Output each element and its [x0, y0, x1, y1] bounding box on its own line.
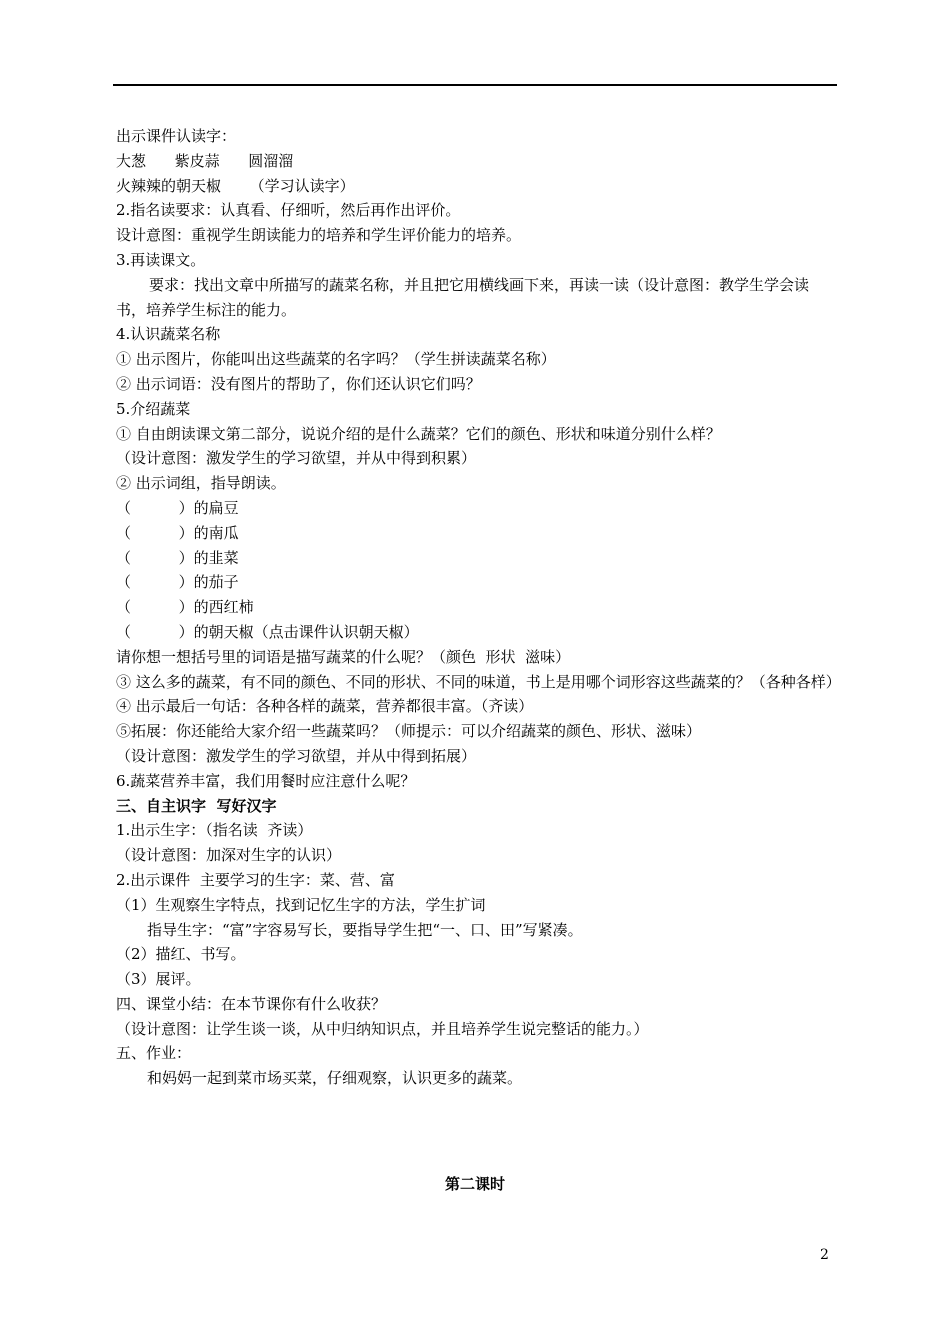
text-line: 出示课件认读字： — [116, 127, 237, 145]
text-line: （ ）的朝天椒（点击课件认识朝天椒） — [116, 622, 419, 641]
text-line: （ ）的西红柿 — [116, 598, 254, 617]
text-line: 5.介绍蔬菜 — [116, 399, 191, 418]
text-line: 6.蔬菜营养丰富，我们用餐时应注意什么呢？ — [116, 771, 416, 790]
text-line: ② 出示词语：没有图片的帮助了，你们还认识它们吗？ — [116, 374, 481, 393]
text-line: （3）展评。 — [116, 970, 201, 989]
text-line: ① 出示图片，你能叫出这些蔬菜的名字吗？（学生拼读蔬菜名称） — [116, 350, 556, 369]
text-paragraph: ③ 这么多的蔬菜，有不同的颜色、不同的形状、不同的味道，书上是用哪个词形容这些蔬菜的？（各种各样） — [116, 672, 841, 691]
section-heading: 四、课堂小结：在本节课你有什么收获？ — [116, 994, 387, 1013]
text-line: 请你想一想括号里的词语是描写蔬菜的什么呢？（颜色 形状 滋味） — [116, 647, 571, 666]
text-line: ⑤拓展：你还能给大家介绍一些蔬菜吗？（师提示：可以介绍蔬菜的颜色、形状、滋味） — [116, 722, 702, 741]
text-line: （ ）的扁豆 — [116, 498, 239, 517]
text-line: 2.出示课件 主要学习的生字：菜、营、富 — [116, 870, 395, 889]
text-line: （设计意图：激发学生的学习欲望，并从中得到积累） — [116, 449, 477, 468]
header-rule — [113, 84, 837, 86]
text-line: 火辣辣的朝天椒 （学习认读字） — [116, 176, 355, 195]
text-line: （ ）的韭菜 — [116, 548, 239, 567]
lesson-title: 第二课时 — [444, 1175, 505, 1193]
text-line: （ ）的茄子 — [116, 573, 239, 592]
text-line: （ ）的南瓜 — [116, 523, 239, 542]
text-line: （1）生观察生字特点，找到记忆生字的方法，学生扩词 — [116, 895, 486, 914]
text-line: 设计意图：重视学生朗读能力的培养和学生评价能力的培养。 — [116, 226, 522, 245]
text-line: （设计意图：加深对生字的认识） — [116, 846, 342, 865]
text-line: （2）描红、书写。 — [116, 945, 246, 964]
text-line: ① 自由朗读课文第二部分，说说介绍的是什么蔬菜？它们的颜色、形状和味道分别什么样？ — [116, 424, 721, 443]
text-line: ④ 出示最后一句话：各种各样的蔬菜，营养都很丰富。（齐读） — [116, 697, 534, 716]
section-heading: 五、作业： — [116, 1044, 192, 1063]
section-heading: 三、自主识字 写好汉字 — [116, 796, 277, 815]
text-line: 2.指名读要求：认真看、仔细听，然后再作出评价。 — [116, 201, 461, 220]
text-line: 1.出示生字：（指名读 齐读） — [116, 821, 313, 840]
text-line: 大葱 紫皮蒜 圆溜溜 — [116, 151, 294, 170]
text-line: （设计意图：激发学生的学习欲望，并从中得到拓展） — [116, 746, 477, 765]
document-body — [116, 124, 841, 1091]
text-line: 和妈妈一起到菜市场买菜，仔细观察，认识更多的蔬菜。 — [147, 1069, 523, 1088]
text-paragraph: 要求：找出文章中所描写的蔬菜名称，并且把它用横线画下来，再读一读（设计意图：教学生学会读书，培养学生标注的能力。 — [116, 275, 810, 319]
text-line: 4.认识蔬菜名称 — [116, 325, 221, 344]
text-line: （设计意图：让学生谈一谈，从中归纳知识点，并且培养学生说完整话的能力。） — [116, 1019, 649, 1038]
page-number: 2 — [820, 1247, 829, 1263]
text-line: 3.再读课文。 — [116, 250, 206, 269]
text-line: ② 出示词组，指导朗读。 — [116, 474, 286, 493]
text-line: 指导生字：“富”字容易写长，要指导学生把“一、口、田”写紧凑。 — [147, 920, 583, 939]
